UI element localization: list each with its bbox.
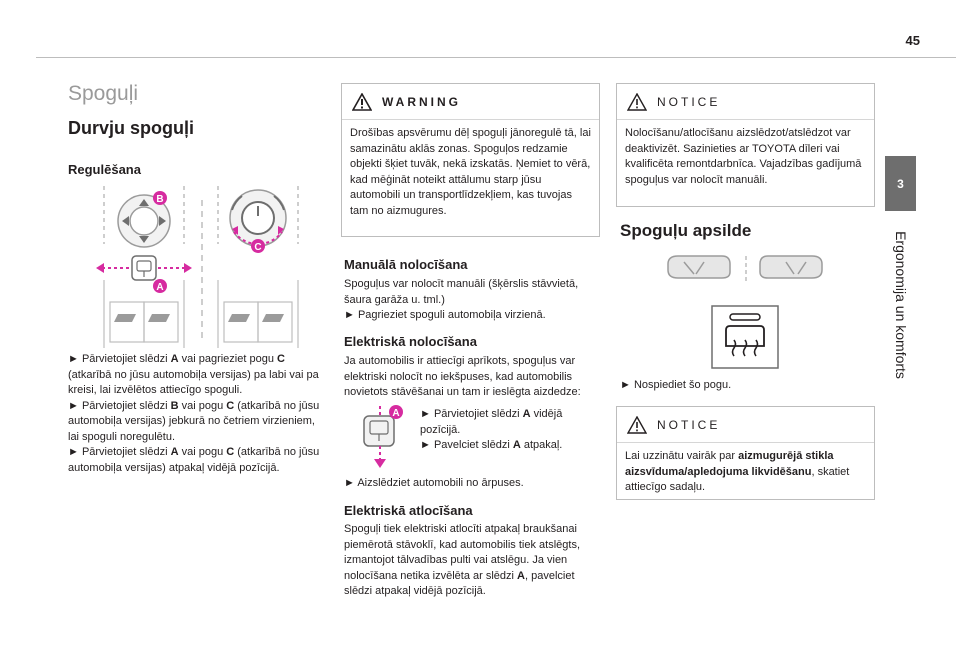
subheading-adjustment: Regulēšana xyxy=(68,162,141,177)
top-divider xyxy=(36,57,956,58)
heading-electric-unfolding: Elektriskā atlocīšana xyxy=(344,503,473,518)
fold-switch-figure xyxy=(358,404,404,470)
section-title: Spoguļi xyxy=(68,82,139,105)
page-number: 45 xyxy=(905,33,920,48)
left-paragraph-1: ► Pārvietojiet slēdzi A vai pagrieziet pogu C (atkarībā no jūsu automobiļa versijas) pa labi vai pa kreisi, lai izvēlētos attiecīgo spoguli. xyxy=(68,353,319,396)
right-mirror-icon xyxy=(760,256,822,278)
chapter-tab[interactable] xyxy=(885,156,916,211)
notice-box-folding xyxy=(616,83,875,207)
manual-folding-bullet: ► Pagrieziet spoguli automobiļa virzienā. xyxy=(344,309,546,321)
manual-folding-text: Spoguļus var nolocīt manuāli (šķērslis stāvvietā, šaura garāža u. tml.) xyxy=(344,278,579,306)
electric-step-1: ► Pārvietojiet slēdzi A vidējā pozīcijā. xyxy=(420,408,563,436)
electric-folding-steps xyxy=(420,407,600,454)
figure-label-c: C xyxy=(254,242,262,253)
figure-label-a: A xyxy=(156,282,164,293)
left-instructions xyxy=(68,352,324,476)
warning-text: Drošības apsvērumu dēļ spoguļi jānoregulē tā, lai samazinātu aklās zonas. Spoguļos redzamie objekti šķiet tuvāk, nekā izskatās. Ņemiet to vērā, kad mēģināt noteikt attālumu starp jūsu automobili un transportlīdzekļiem, kas tuvojas tam no aizmugures. xyxy=(350,127,591,217)
electric-step-2: ► Pavelciet slēdzi A atpakaļ. xyxy=(420,439,563,451)
left-paragraph-3: ► Pārvietojiet slēdzi A vai pogu C (atkarībā no jūsu automobiļa versijas) atpakaļ vidējā pozīcijā. xyxy=(68,446,320,474)
heating-bullet: ► Nospiediet šo pogu. xyxy=(620,379,732,391)
heading-door-mirrors: Durvju spoguļi xyxy=(68,118,194,138)
warning-title: WARNING xyxy=(382,94,461,109)
chapter-side-label xyxy=(886,215,916,395)
notice-text-2: Lai uzzinātu vairāk par aizmugurējā stikla aizsvīduma/apledojuma likvidēšanu, skatiet attiecīgo sadaļu. xyxy=(625,450,850,493)
heading-manual-folding: Manuālā nolocīšana xyxy=(344,257,468,272)
warning-box xyxy=(341,83,600,237)
fold-figure-label-a: A xyxy=(392,408,400,419)
electric-step-3: ► Aizslēdziet automobili no ārpuses. xyxy=(344,477,524,489)
electric-unfolding-text: Spoguļi tiek elektriski atlocīti atpakaļ braukšanai piemērotā stāvoklī, kad automobilis tiek atslēgts, izmantojot tālvadības pulti vai atslēgu. Ja vien nolocīšana netika izvēlēta ar slēdzi A, pavelciet slēdzi atpakaļ vidējā pozīcijā. xyxy=(344,523,581,597)
left-paragraph-2: ► Pārvietojiet slēdzi B vai pogu C (atkarībā no jūsu automobiļa versijas) jebkurā no četriem virzieniem, lai spoguli noregulētu. xyxy=(68,399,320,443)
notice-header-2 xyxy=(617,407,874,443)
mirror-controls-figure xyxy=(92,186,314,348)
mirror-heating-figure xyxy=(664,252,828,372)
manual-folding-block xyxy=(344,277,600,324)
notice-triangle-icon xyxy=(627,416,647,434)
dial-c-icon xyxy=(230,190,286,246)
notice-box-defrost xyxy=(616,406,875,500)
chapter-title: Ergonomija un komforts xyxy=(893,231,909,379)
notice-title-1: NOTICE xyxy=(657,94,721,109)
left-mirror-icon xyxy=(668,256,730,278)
rear-defrost-button-icon xyxy=(712,306,778,368)
heading-electric-folding: Elektriskā nolocīšana xyxy=(344,334,477,349)
electric-folding-text: Ja automobilis ir attiecīgi aprīkots, spoguļus var elektriski nolocīt no iekšpuses, kad automobilis novietots stāvēšanai un tam ir ieslēgta aizdedze: xyxy=(344,355,581,398)
selector-a-icon xyxy=(96,256,192,280)
figure-label-b: B xyxy=(156,194,164,205)
notice-header-1 xyxy=(617,84,874,120)
notice-text-1: Nolocīšanu/atlocīšanu aizslēdzot/atslēdzot var deaktivizēt. Sazinieties ar TOYOTA dīleri vai kvalificēta remontdarbnīca. Vajadzības gadījumā spoguļus var nolocīt manuāli. xyxy=(625,127,862,186)
notice-triangle-icon xyxy=(627,93,647,111)
heading-mirror-heating: Spoguļu apsilde xyxy=(620,221,752,240)
notice-title-2: NOTICE xyxy=(657,417,721,432)
warning-header xyxy=(342,84,599,120)
warning-triangle-icon xyxy=(352,93,372,111)
chapter-number: 3 xyxy=(897,176,904,191)
